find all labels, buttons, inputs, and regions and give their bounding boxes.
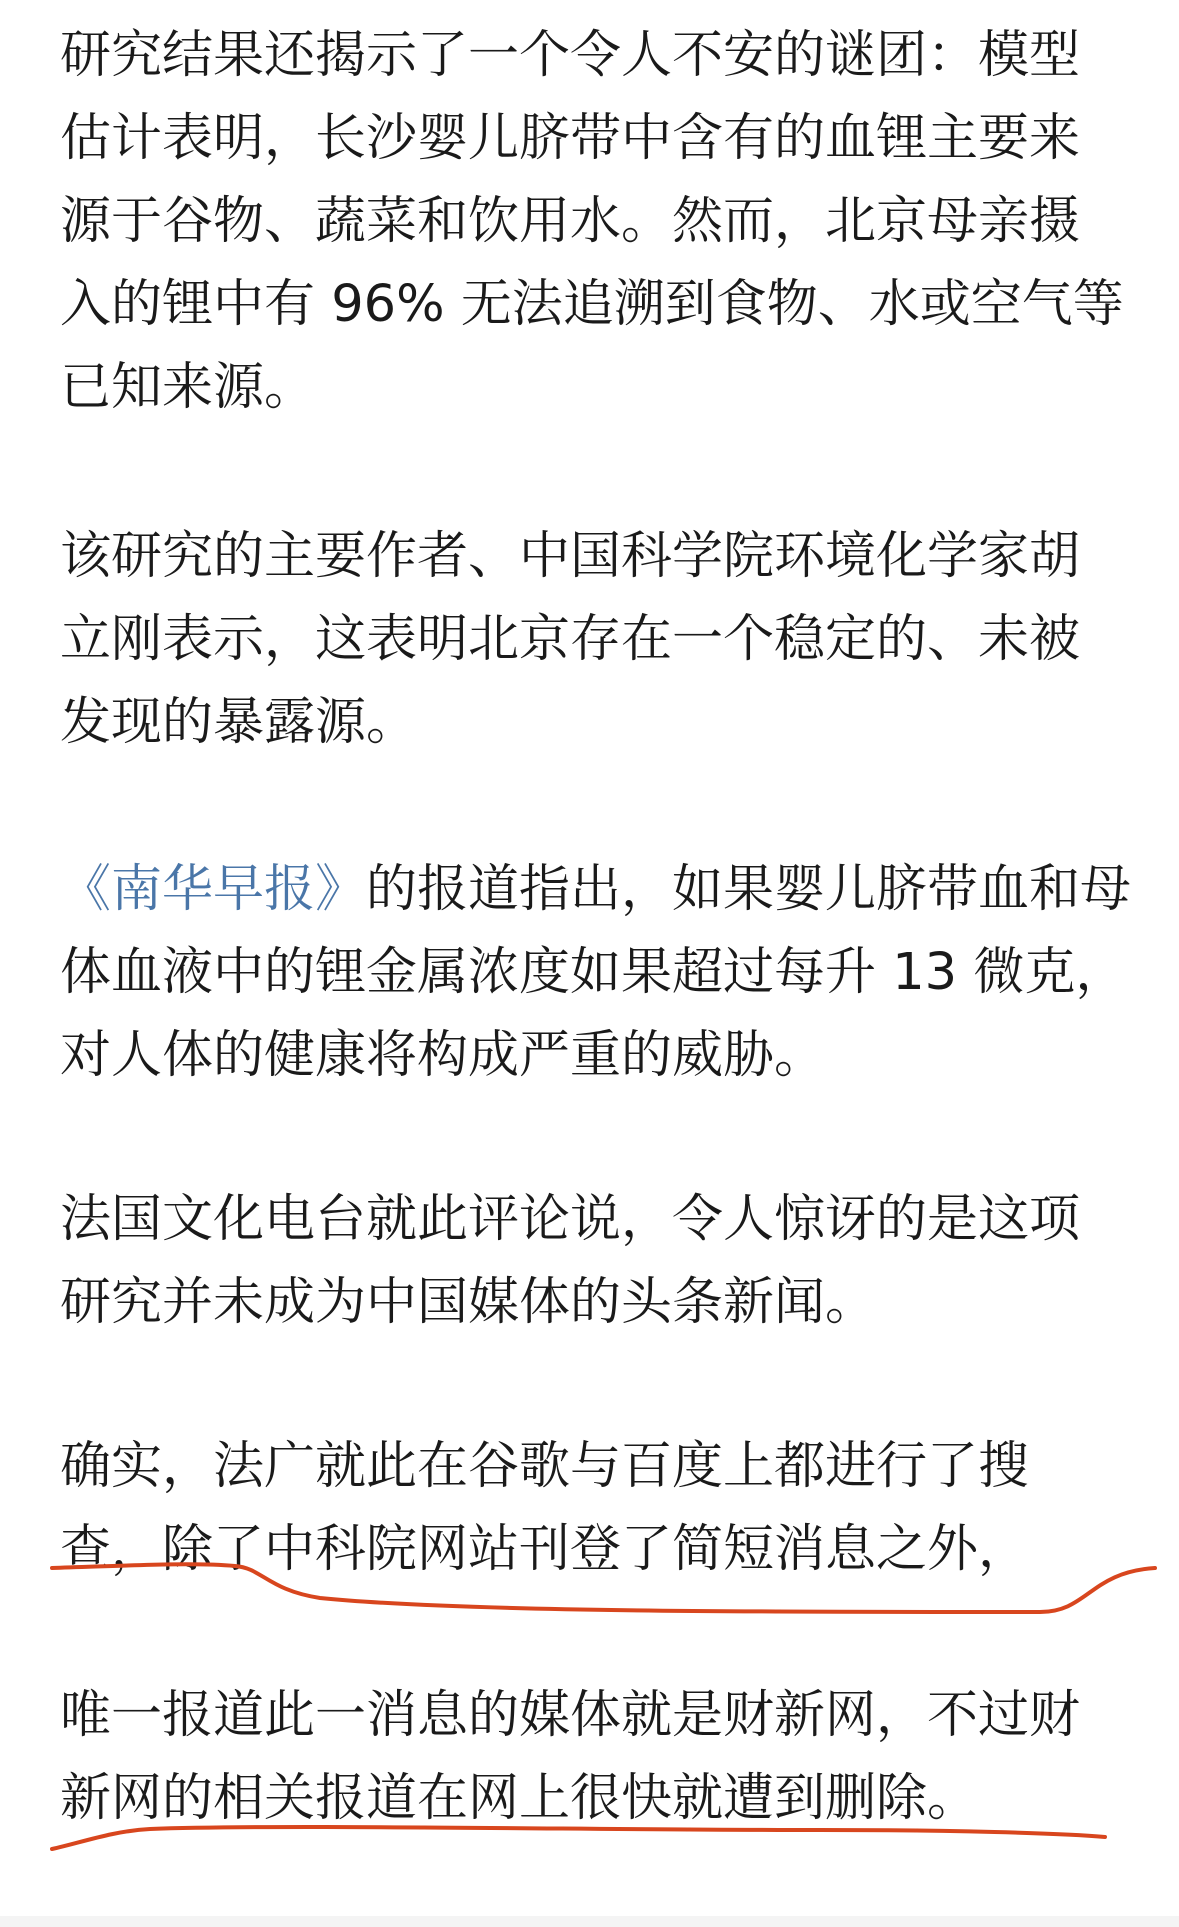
text-line: 体血液中的锂金属浓度如果超过每升 13 微克， xyxy=(60,943,1127,1002)
text-line: 发现的暴露源。 xyxy=(60,693,418,752)
paragraph-scmp-report xyxy=(60,848,1132,1097)
text-line: 已知来源。 xyxy=(60,358,316,417)
text-line: 对人体的健康将构成严重的威胁。 xyxy=(60,1026,826,1085)
text-line: 立刚表示，这表明北京存在一个稳定的、未被 xyxy=(60,610,1081,669)
text-line: 入的锂中有 96% 无法追溯到食物、水或空气等 xyxy=(60,275,1124,334)
paragraph-search-check xyxy=(60,1425,1120,1591)
text-line: 新网的相关报道在网上很快就遭到删除。 xyxy=(60,1769,979,1828)
text-line: 该研究的主要作者、中国科学院环境化学家胡 xyxy=(60,527,1081,586)
text-line: 研究并未成为中国媒体的头条新闻。 xyxy=(60,1273,877,1332)
text-line: 唯一报道此一消息的媒体就是财新网，不过财 xyxy=(60,1686,1081,1745)
paragraph-caixin-deleted xyxy=(60,1674,1120,1840)
text-line xyxy=(60,848,1132,931)
text-segment: 的报道指出，如果婴儿脐带血和母 xyxy=(366,860,1132,919)
paragraph-lead-author xyxy=(60,515,1120,764)
text-line: 确实，法广就此在谷歌与百度上都进行了搜 xyxy=(60,1437,1030,1496)
paragraph-rfi-comment xyxy=(60,1178,1120,1344)
scmp-link[interactable]: 《南华早报》 xyxy=(60,860,367,919)
paragraph-research-mystery xyxy=(60,14,1124,429)
text-line: 研究结果还揭示了一个令人不安的谜团：模型 xyxy=(60,26,1081,85)
text-line: 估计表明，长沙婴儿脐带中含有的血锂主要来 xyxy=(60,109,1081,168)
page-bottom-divider xyxy=(0,1916,1179,1927)
text-line: 源于谷物、蔬菜和饮用水。然而，北京母亲摄 xyxy=(60,192,1081,251)
text-line: 法国文化电台就此评论说，令人惊讶的是这项 xyxy=(60,1190,1081,1249)
text-line: 查，除了中科院网站刊登了简短消息之外， xyxy=(60,1520,1030,1579)
